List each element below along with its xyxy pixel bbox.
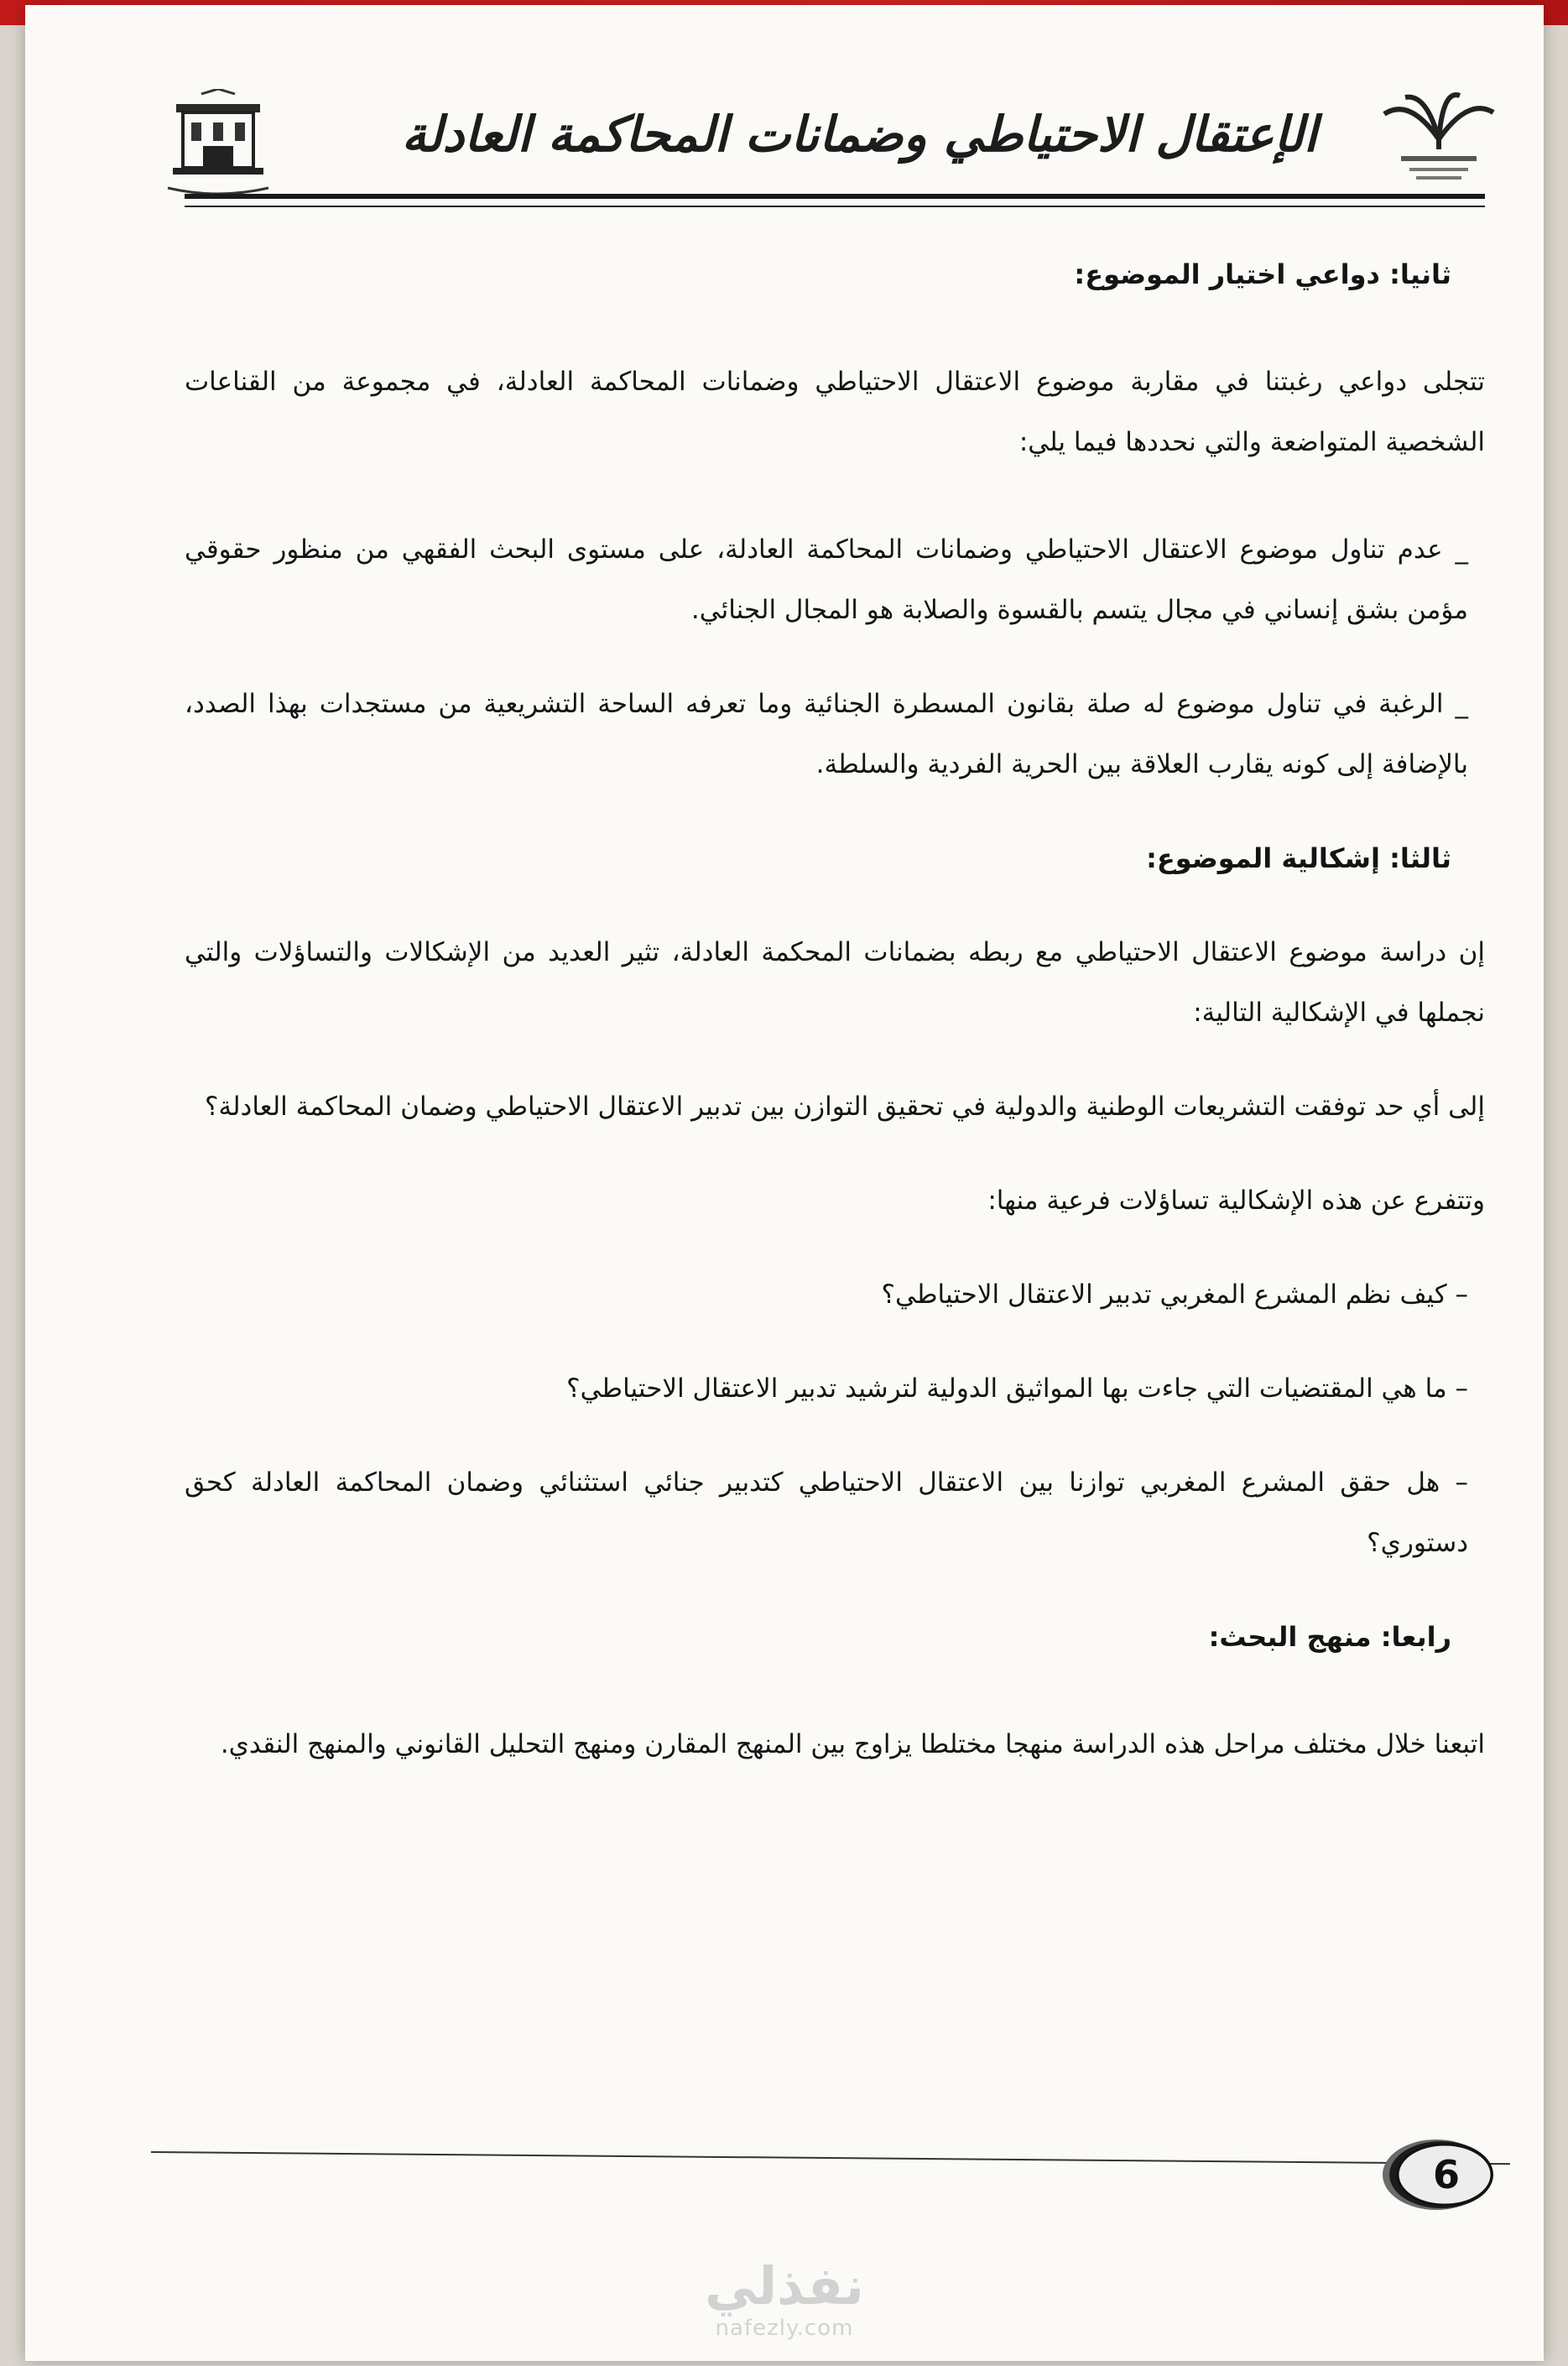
section-heading-method: رابعا: منهج البحث:: [1208, 1621, 1451, 1653]
list-item-question-3: – هل حقق المشرع المغربي توازنا بين الاعتقال الاحتياطي كتدبير جنائي استثنائي وضمان المحاكمة العادلة كحق دستوري؟: [185, 1467, 1468, 1558]
page-content: [185, 244, 1485, 1774]
building-logo-icon: [151, 89, 285, 198]
palm-logo-icon: [1367, 89, 1510, 190]
footer-rule: [151, 2151, 1510, 2165]
paragraph-problem-intro: إن دراسة موضوع الاعتقال الاحتياطي مع ربطه بضمانات المحكمة العادلة، تثير العديد من الإشكالات والتساؤلات والتي نجملها في الإشكالية التالية:: [185, 937, 1485, 1028]
header-rule: [185, 194, 1485, 199]
list-item-question-1: – كيف نظم المشرع المغربي تدبير الاعتقال الاحتياطي؟: [881, 1279, 1468, 1310]
watermark-arabic: نفذلي: [705, 2255, 864, 2316]
paragraph-method: اتبعنا خلال مختلف مراحل هذه الدراسة منهجا مختلطا يزاوج بين المنهج المقارن ومنهج التحليل القانوني والمنهج النقدي.: [220, 1729, 1485, 1759]
header-title: الإعتقال الاحتياطي وضمانات المحاكمة العادلة: [401, 106, 1317, 163]
watermark-latin: nafezly.com: [715, 2316, 854, 2341]
section-heading-problem: ثالثا: إشكالية الموضوع:: [1146, 842, 1451, 874]
watermark: [688, 2257, 881, 2341]
list-item-question-2: – ما هي المقتضيات التي جاءت بها المواثيق الدولية لترشيد تدبير الاعتقال الاحتياطي؟: [566, 1373, 1468, 1404]
document-page: [25, 5, 1544, 2361]
paragraph-reason-2: _ الرغبة في تناول موضوع له صلة بقانون المسطرة الجنائية وما تعرفه الساحة التشريعية من مستجدات بهذا الصدد، بالإضافة إلى كونه يقارب العلاقة بين الحرية الفردية والسلطة.: [185, 689, 1468, 779]
paragraph-subquestions-intro: وتتفرع عن هذه الإشكالية تساؤلات فرعية منها:: [987, 1186, 1485, 1216]
page-number: 6: [1432, 2152, 1460, 2197]
header-rule-thin: [185, 206, 1485, 207]
section-heading-reasons: ثانيا: دواعي اختيار الموضوع:: [1074, 258, 1451, 290]
paragraph-main-question: إلى أي حد توفقت التشريعات الوطنية والدولية في تحقيق التوازن بين تدبير الاعتقال الاحتياطي وضمان المحاكمة العادلة؟: [205, 1092, 1485, 1122]
paragraph-reason-1: _ عدم تناول موضوع الاعتقال الاحتياطي وضمانات المحاكمة العادلة، على مستوى البحث الفقهي من منظور حقوقي مؤمن بشق إنساني في مجال يتسم بالقسوة والصلابة هو المجال الجنائي.: [185, 534, 1468, 625]
page-number-badge: [1376, 2131, 1510, 2219]
page-header: [151, 72, 1510, 198]
paragraph-reasons-intro: تتجلى دواعي رغبتنا في مقاربة موضوع الاعتقال الاحتياطي وضمانات المحاكمة العادلة، في مجموعة من القناعات الشخصية المتواضعة والتي نحددها فيما يلي:: [185, 367, 1485, 457]
